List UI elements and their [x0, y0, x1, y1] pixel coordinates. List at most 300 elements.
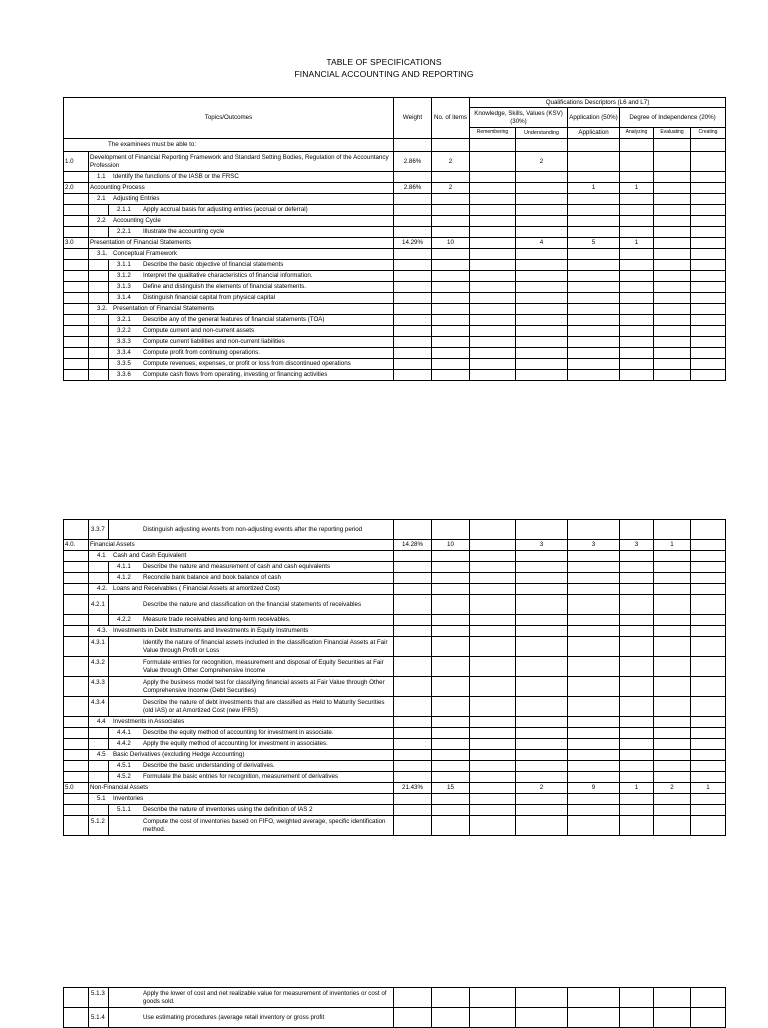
blank-cell [64, 216, 89, 227]
outcome-code: 4.4.1 [117, 729, 131, 737]
empty-cell [394, 626, 432, 637]
empty-cell [568, 551, 620, 562]
empty-cell [568, 794, 620, 805]
evaluating-value [654, 152, 691, 172]
empty-cell [691, 761, 726, 772]
understanding-value: 3 [516, 540, 568, 551]
outcome-code: 3.3.4 [117, 349, 131, 357]
creating-value [691, 183, 726, 194]
table-row [64, 370, 726, 381]
outcome-code: 3.3.7 [91, 525, 105, 533]
empty-cell [470, 520, 516, 540]
empty-cell [691, 717, 726, 728]
subsection-title: Basic Derivatives (excluding Hedge Accounting) [113, 751, 245, 759]
empty-cell [394, 595, 432, 615]
empty-cell [620, 657, 654, 677]
empty-cell [470, 172, 516, 183]
empty-cell [691, 260, 726, 271]
table-row [64, 293, 726, 304]
empty-cell [394, 194, 432, 205]
empty-cell [568, 772, 620, 783]
empty-cell [432, 370, 470, 381]
table-row [64, 783, 726, 794]
empty-cell [470, 282, 516, 293]
items-value: 2 [432, 183, 470, 194]
empty-cell [432, 216, 470, 227]
outcome-code: 4.1.1 [117, 563, 131, 571]
blank-cell [89, 728, 109, 739]
section-number: 3.0 [64, 238, 89, 249]
table-row [64, 282, 726, 293]
empty-cell [691, 227, 726, 238]
empty-cell [691, 205, 726, 216]
empty-cell [432, 772, 470, 783]
empty-cell [620, 739, 654, 750]
empty-cell [394, 615, 432, 626]
empty-cell [516, 750, 568, 761]
empty-cell [654, 194, 691, 205]
table-row [64, 337, 726, 348]
outcome-text [91, 677, 394, 697]
empty-cell [394, 326, 432, 337]
empty-cell [568, 172, 620, 183]
application-header: Application [568, 128, 620, 139]
table-row [64, 728, 726, 739]
items-value: 15 [432, 783, 470, 794]
empty-cell [620, 172, 654, 183]
evaluating-value: 1 [654, 540, 691, 551]
blank-cell [89, 227, 109, 238]
blank-cell [89, 326, 109, 337]
table-row [64, 359, 726, 370]
empty-cell [516, 794, 568, 805]
empty-cell [691, 584, 726, 595]
empty-cell [568, 728, 620, 739]
empty-cell [654, 595, 691, 615]
empty-cell [394, 750, 432, 761]
empty-cell [620, 326, 654, 337]
outcome-text [109, 772, 394, 783]
empty-cell [432, 677, 470, 697]
blank-cell [64, 282, 89, 293]
empty-cell [654, 260, 691, 271]
empty-cell [654, 584, 691, 595]
empty-cell [394, 761, 432, 772]
blank-cell [89, 348, 109, 359]
empty-cell [654, 227, 691, 238]
empty-cell [432, 584, 470, 595]
empty-cell [654, 1008, 691, 1028]
subsection-title: Adjusting Entries [113, 195, 160, 203]
blank-cell [64, 562, 89, 573]
empty-cell [470, 805, 516, 816]
empty-cell [470, 293, 516, 304]
outcome-text [109, 573, 394, 584]
table-row [64, 271, 726, 282]
blank-cell [89, 282, 109, 293]
empty-cell [691, 326, 726, 337]
empty-cell [568, 337, 620, 348]
empty-cell [654, 761, 691, 772]
empty-cell [432, 551, 470, 562]
weight-value: 21.43% [394, 783, 432, 794]
outcome-description: Distinguish financial capital from physical capital [143, 294, 276, 302]
outcome-text [109, 315, 394, 326]
outcome-code: 3.2.1 [117, 316, 131, 324]
outcome-description: Describe the basic objective of financial statements [143, 261, 284, 269]
outcome-text [91, 816, 394, 836]
empty-cell [620, 282, 654, 293]
empty-cell [691, 794, 726, 805]
empty-cell [691, 697, 726, 717]
blank-cell [64, 172, 89, 183]
empty-cell [691, 249, 726, 260]
empty-cell [432, 359, 470, 370]
table-row [64, 988, 726, 1008]
blank-cell [64, 205, 89, 216]
subsection-title: Presentation of Financial Statements [113, 305, 215, 313]
empty-cell [394, 805, 432, 816]
table-row [64, 595, 726, 615]
empty-cell [394, 657, 432, 677]
empty-cell [432, 637, 470, 657]
empty-cell [691, 637, 726, 657]
evaluating-value [654, 183, 691, 194]
outcome-code: 4.3.4 [91, 699, 105, 707]
outcome-text [109, 615, 394, 626]
section-topic: Financial Assets [89, 540, 394, 551]
empty-cell [568, 717, 620, 728]
empty-cell [568, 227, 620, 238]
empty-cell [691, 348, 726, 359]
empty-cell [394, 551, 432, 562]
empty-cell [516, 315, 568, 326]
outcome-description: Apply the equity method of accounting for investment in associates. [143, 740, 328, 748]
empty-cell [620, 988, 654, 1008]
empty-cell [654, 271, 691, 282]
blank-cell [89, 271, 109, 282]
outcome-description: Compute profit from continuing operations. [143, 349, 260, 357]
empty-cell [470, 271, 516, 282]
empty-cell [516, 717, 568, 728]
outcome-code: 3.1.1 [117, 261, 131, 269]
empty-cell [691, 677, 726, 697]
empty-cell [654, 282, 691, 293]
empty-cell [470, 562, 516, 573]
table-row [64, 697, 726, 717]
empty-cell [568, 249, 620, 260]
blank-cell [89, 805, 109, 816]
empty-cell [394, 260, 432, 271]
table-row [64, 794, 726, 805]
blank-cell [64, 805, 89, 816]
empty-cell [654, 172, 691, 183]
empty-cell [516, 677, 568, 697]
empty-cell [516, 260, 568, 271]
table-row [64, 750, 726, 761]
empty-cell [654, 739, 691, 750]
application-value: 9 [568, 783, 620, 794]
outcome-code: 4.5.2 [117, 773, 131, 781]
blank-cell [64, 615, 89, 626]
remembering-value [470, 152, 516, 172]
empty-cell [691, 359, 726, 370]
empty-cell [516, 697, 568, 717]
blank-cell [64, 573, 89, 584]
empty-cell [432, 249, 470, 260]
empty-cell [654, 772, 691, 783]
empty-cell [470, 1008, 516, 1028]
understanding-header: Understanding [516, 128, 568, 139]
empty-cell [516, 172, 568, 183]
empty-cell [470, 750, 516, 761]
empty-cell [568, 271, 620, 282]
table-row [64, 615, 726, 626]
empty-cell [620, 573, 654, 584]
empty-cell [568, 1008, 620, 1028]
empty-cell [516, 249, 568, 260]
table-row [64, 717, 726, 728]
empty-cell [691, 337, 726, 348]
empty-cell [432, 595, 470, 615]
blank-cell [64, 348, 89, 359]
empty-cell [516, 657, 568, 677]
table-row [64, 326, 726, 337]
outcome-description: Compute the cost of inventories based on FIFO, weighted average, specific identification method. [143, 818, 386, 833]
blank-cell [89, 573, 109, 584]
outcome-text [109, 205, 394, 216]
blank-cell [89, 315, 109, 326]
outcome-code: 2.1.1 [117, 206, 131, 214]
empty-cell [470, 794, 516, 805]
empty-cell [394, 988, 432, 1008]
empty-cell [620, 794, 654, 805]
empty-cell [432, 271, 470, 282]
empty-cell [568, 584, 620, 595]
outcome-text [109, 562, 394, 573]
subsection-number: 2.1 [97, 195, 106, 203]
empty-cell [432, 988, 470, 1008]
empty-cell [620, 359, 654, 370]
empty-cell [568, 697, 620, 717]
empty-cell [394, 772, 432, 783]
outcome-code: 3.1.3 [117, 283, 131, 291]
weight-value: 14.29% [394, 238, 432, 249]
empty-cell [620, 370, 654, 381]
blank-cell [64, 260, 89, 271]
blank-cell [64, 697, 89, 717]
empty-cell [691, 615, 726, 626]
empty-cell [654, 615, 691, 626]
outcome-code: 3.3.3 [117, 338, 131, 346]
blank-cell [64, 794, 89, 805]
subsection-number: 4.3. [97, 627, 108, 635]
table-row [64, 194, 726, 205]
subsection-number: 4.1 [97, 552, 106, 560]
blank-cell [64, 739, 89, 750]
outcome-code: 4.2.1 [91, 600, 105, 608]
empty-cell [470, 315, 516, 326]
empty-cell [516, 772, 568, 783]
blank-cell [64, 293, 89, 304]
outcome-text [91, 520, 394, 540]
empty-cell [620, 761, 654, 772]
outcome-text [91, 1008, 394, 1028]
outcome-description: Apply accrual basis for adjusting entries (accrual or deferral) [143, 206, 308, 214]
empty-cell [620, 337, 654, 348]
outcome-code: 4.3.1 [91, 639, 105, 647]
empty-cell [516, 520, 568, 540]
remembering-value [470, 783, 516, 794]
table-row [64, 551, 726, 562]
empty-cell [516, 194, 568, 205]
empty-cell [470, 772, 516, 783]
empty-cell [516, 216, 568, 227]
empty-cell [620, 194, 654, 205]
outcome-text [109, 761, 394, 772]
empty-cell [470, 988, 516, 1008]
subsection-label [89, 194, 394, 205]
outcome-text [109, 271, 394, 282]
subsection-label [89, 249, 394, 260]
empty-cell [568, 805, 620, 816]
table-row [64, 1008, 726, 1028]
empty-cell [568, 282, 620, 293]
table-row [64, 540, 726, 551]
empty-cell [568, 520, 620, 540]
subsection-title: Accounting Cycle [113, 217, 161, 225]
blank-cell [89, 337, 109, 348]
items-value: 2 [432, 152, 470, 172]
empty-cell [470, 697, 516, 717]
empty-cell [654, 249, 691, 260]
table-row [64, 584, 726, 595]
section-topic: Presentation of Financial Statements [89, 238, 394, 249]
outcome-description: Compute revenues, expenses, or profit or loss from discontinued operations [143, 360, 351, 368]
outcome-code: 3.2.2 [117, 327, 131, 335]
blank-cell [89, 293, 109, 304]
empty-cell [568, 988, 620, 1008]
empty-cell [516, 988, 568, 1008]
table-row [64, 772, 726, 783]
empty-cell [470, 348, 516, 359]
outcome-text [91, 637, 394, 657]
empty-cell [394, 205, 432, 216]
analyzing-value: 1 [620, 238, 654, 249]
outcome-description: Use estimating procedures (average retail inventory or gross profit [143, 1013, 325, 1021]
empty-cell [620, 551, 654, 562]
weight-header: Weight [394, 98, 432, 139]
empty-cell [691, 595, 726, 615]
blank-cell [64, 227, 89, 238]
empty-cell [432, 282, 470, 293]
empty-cell [394, 337, 432, 348]
blank-cell [64, 271, 89, 282]
table-row [64, 216, 726, 227]
empty-cell [691, 626, 726, 637]
empty-cell [568, 304, 620, 315]
blank-cell [89, 615, 109, 626]
blank-cell [64, 1008, 89, 1028]
subsection-number: 4.4 [97, 718, 106, 726]
topics-header: Topics/Outcomes [64, 98, 394, 139]
outcome-description: Describe any of the general features of financial statements (TOA) [143, 316, 325, 324]
items-header: No. of items [432, 98, 470, 139]
outcome-code: 5.1.1 [117, 806, 131, 814]
empty-cell [432, 315, 470, 326]
subsection-label [89, 304, 394, 315]
empty-cell [394, 816, 432, 836]
empty-cell [470, 615, 516, 626]
empty-cell [620, 293, 654, 304]
blank-cell [89, 562, 109, 573]
empty-cell [620, 562, 654, 573]
empty-cell [516, 728, 568, 739]
outcome-text [91, 988, 394, 1008]
table-row [64, 172, 726, 183]
empty-cell [516, 205, 568, 216]
outcome-code: 5.1.2 [91, 818, 105, 826]
empty-cell [654, 315, 691, 326]
empty-cell [654, 573, 691, 584]
empty-cell [568, 761, 620, 772]
outcome-text [109, 326, 394, 337]
empty-cell [470, 573, 516, 584]
outcome-code: 3.3.5 [117, 360, 131, 368]
empty-cell [691, 370, 726, 381]
empty-cell [394, 520, 432, 540]
empty-cell [654, 677, 691, 697]
empty-cell [470, 657, 516, 677]
empty-cell [654, 551, 691, 562]
empty-cell [620, 584, 654, 595]
empty-cell [470, 677, 516, 697]
empty-cell [516, 370, 568, 381]
subsection-label [89, 584, 394, 595]
empty-cell [691, 739, 726, 750]
subsection-number: 3.1. [97, 250, 108, 258]
evaluating-header: Evaluating [654, 128, 691, 139]
table-row [64, 260, 726, 271]
specifications-table-continued-2 [63, 987, 726, 1028]
empty-cell [470, 551, 516, 562]
outcome-description: Formulate the basic entries for recognition, measurement of derivatives [143, 773, 338, 781]
document-title: TABLE OF SPECIFICATIONS [326, 57, 442, 67]
empty-cell [620, 728, 654, 739]
section-number: 4.0. [64, 540, 89, 551]
table-row [64, 562, 726, 573]
remembering-value [470, 238, 516, 249]
empty-cell [568, 348, 620, 359]
blank-cell [64, 816, 89, 836]
subsection-number: 5.1 [97, 795, 106, 803]
empty-cell [620, 626, 654, 637]
outcome-text [109, 260, 394, 271]
subsection-number: 1.1 [97, 173, 106, 181]
empty-cell [654, 216, 691, 227]
empty-cell [620, 816, 654, 836]
empty-cell [620, 304, 654, 315]
empty-cell [620, 637, 654, 657]
empty-cell [568, 595, 620, 615]
outcome-description: Describe the nature and classification on the financial statements of receivables [143, 600, 362, 608]
empty-cell [516, 615, 568, 626]
empty-cell [432, 717, 470, 728]
blank-cell [89, 761, 109, 772]
blank-cell [64, 717, 89, 728]
empty-cell [516, 816, 568, 836]
outcome-description: Describe the nature of debt investments that are classified as Held to Maturity Securities (old IAS) or at Amortized Cost (new IFRS) [143, 699, 385, 714]
